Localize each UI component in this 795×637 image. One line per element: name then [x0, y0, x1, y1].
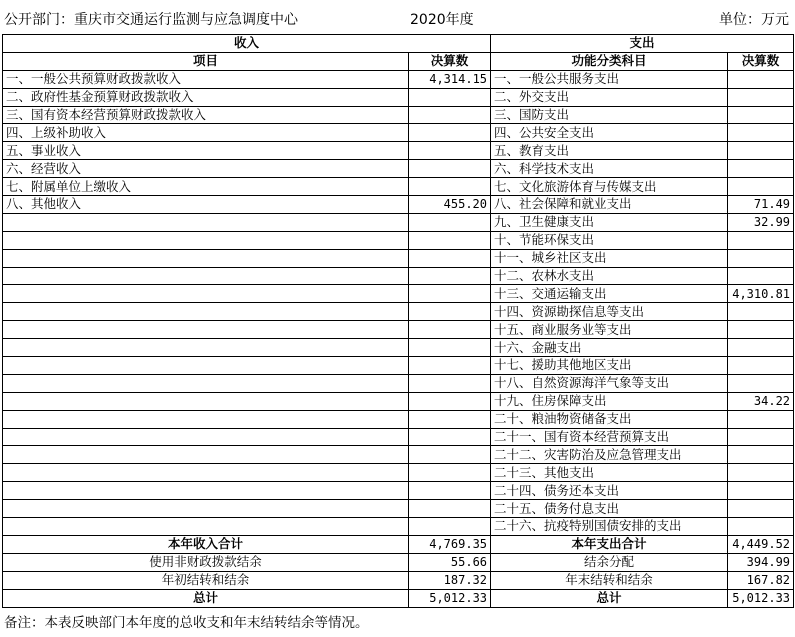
expense-amount: [728, 303, 794, 321]
expense-amount: 34.22: [728, 392, 794, 410]
expense-amount: [728, 160, 794, 178]
expense-amount: [728, 500, 794, 518]
column-header-row: [3, 52, 794, 70]
expense-amount: [728, 518, 794, 536]
summary-expense-amount: 394.99: [728, 553, 794, 571]
expense-item: 十一、城乡社区支出: [491, 249, 728, 267]
summary-expense-label: 总计: [491, 589, 728, 607]
expense-item: 三、国防支出: [491, 106, 728, 124]
income-item: 七、附属单位上缴收入: [3, 178, 409, 196]
income-item: [3, 446, 409, 464]
income-item: [3, 249, 409, 267]
summary-row: [3, 535, 794, 553]
table-row: [3, 178, 794, 196]
income-amount: [409, 88, 491, 106]
unit-label: 单位：万元: [719, 12, 789, 28]
summary-row: [3, 571, 794, 589]
income-amount: 4,314.15: [409, 70, 491, 88]
expense-item: 二十二、灾害防治及应急管理支出: [491, 446, 728, 464]
income-item: [3, 500, 409, 518]
expense-amount: [728, 446, 794, 464]
expense-item: 十九、住房保障支出: [491, 392, 728, 410]
summary-income-label: 总计: [3, 589, 409, 607]
income-item: [3, 464, 409, 482]
summary-expense-amount: 4,449.52: [728, 535, 794, 553]
income-amount: [409, 500, 491, 518]
income-item: [3, 428, 409, 446]
income-item: 五、事业收入: [3, 142, 409, 160]
expense-amount: [728, 124, 794, 142]
table-row: [3, 70, 794, 88]
table-row: [3, 482, 794, 500]
income-item: [3, 410, 409, 428]
income-amount: [409, 410, 491, 428]
income-amount: [409, 231, 491, 249]
expense-section-title: 支出: [491, 35, 794, 53]
col-header-amount-expense: 决算数: [728, 52, 794, 70]
income-amount: [409, 178, 491, 196]
table-row: [3, 500, 794, 518]
income-item: [3, 285, 409, 303]
table-row: [3, 106, 794, 124]
summary-income-label: 本年收入合计: [3, 535, 409, 553]
income-item: [3, 267, 409, 285]
income-amount: [409, 124, 491, 142]
expense-amount: [728, 374, 794, 392]
income-item: [3, 374, 409, 392]
expense-amount: [728, 339, 794, 357]
expense-item: 十六、金融支出: [491, 339, 728, 357]
expense-amount: [728, 321, 794, 339]
income-item: 二、政府性基金预算财政拨款收入: [3, 88, 409, 106]
table-row: [3, 357, 794, 375]
table-row: [3, 410, 794, 428]
table-row: [3, 518, 794, 536]
expense-amount: [728, 464, 794, 482]
income-item: [3, 518, 409, 536]
income-section-title: 收入: [3, 35, 491, 53]
table-row: [3, 124, 794, 142]
expense-item: 二、外交支出: [491, 88, 728, 106]
income-amount: [409, 160, 491, 178]
table-row: [3, 196, 794, 214]
income-amount: [409, 374, 491, 392]
income-amount: [409, 446, 491, 464]
expense-amount: 4,310.81: [728, 285, 794, 303]
expense-amount: [728, 249, 794, 267]
footnote: 备注：本表反映部门本年度的总收支和年末结转结余等情况。: [4, 615, 369, 631]
income-item: 四、上级补助收入: [3, 124, 409, 142]
income-amount: [409, 428, 491, 446]
income-amount: [409, 464, 491, 482]
table-row: [3, 267, 794, 285]
table-row: [3, 213, 794, 231]
summary-row: [3, 589, 794, 607]
income-amount: [409, 249, 491, 267]
table-row: [3, 160, 794, 178]
expense-item: 十四、资源勘探信息等支出: [491, 303, 728, 321]
income-item: [3, 303, 409, 321]
income-amount: [409, 285, 491, 303]
summary-expense-label: 本年支出合计: [491, 535, 728, 553]
expense-amount: [728, 428, 794, 446]
expense-item: 四、公共安全支出: [491, 124, 728, 142]
table-row: [3, 392, 794, 410]
income-amount: [409, 518, 491, 536]
col-header-item: 项目: [3, 52, 409, 70]
income-amount: [409, 303, 491, 321]
expense-item: 二十六、抗疫特别国债安排的支出: [491, 518, 728, 536]
income-amount: [409, 321, 491, 339]
expense-item: 十二、农林水支出: [491, 267, 728, 285]
income-amount: [409, 213, 491, 231]
expense-amount: [728, 231, 794, 249]
col-header-amount: 决算数: [409, 52, 491, 70]
income-amount: [409, 482, 491, 500]
expense-item: 十七、援助其他地区支出: [491, 357, 728, 375]
summary-row: [3, 553, 794, 571]
summary-expense-label: 结余分配: [491, 553, 728, 571]
expense-item: 二十四、债务还本支出: [491, 482, 728, 500]
income-item: 八、其他收入: [3, 196, 409, 214]
income-item: [3, 482, 409, 500]
expense-amount: [728, 410, 794, 428]
table-row: [3, 339, 794, 357]
income-amount: [409, 339, 491, 357]
income-item: 一、一般公共预算财政拨款收入: [3, 70, 409, 88]
income-item: 六、经营收入: [3, 160, 409, 178]
expense-item: 十五、商业服务业等支出: [491, 321, 728, 339]
expense-item: 十三、交通运输支出: [491, 285, 728, 303]
summary-expense-label: 年末结转和结余: [491, 571, 728, 589]
table-row: [3, 285, 794, 303]
income-amount: [409, 392, 491, 410]
table-row: [3, 88, 794, 106]
summary-income-label: 使用非财政拨款结余: [3, 553, 409, 571]
income-item: [3, 357, 409, 375]
income-item: [3, 339, 409, 357]
expense-amount: [728, 88, 794, 106]
table-row: [3, 428, 794, 446]
expense-item: 十、节能环保支出: [491, 231, 728, 249]
year-label: 2020年度: [410, 12, 474, 28]
summary-income-amount: 55.66: [409, 553, 491, 571]
summary-income-amount: 4,769.35: [409, 535, 491, 553]
expense-item: 五、教育支出: [491, 142, 728, 160]
summary-income-amount: 5,012.33: [409, 589, 491, 607]
expense-item: 七、文化旅游体育与传媒支出: [491, 178, 728, 196]
table-row: [3, 464, 794, 482]
summary-expense-amount: 167.82: [728, 571, 794, 589]
table-row: [3, 249, 794, 267]
expense-amount: [728, 106, 794, 124]
expense-item: 二十三、其他支出: [491, 464, 728, 482]
summary-income-label: 年初结转和结余: [3, 571, 409, 589]
expense-amount: [728, 357, 794, 375]
table-row: [3, 374, 794, 392]
section-header-row: [3, 35, 794, 53]
expense-amount: [728, 267, 794, 285]
table-row: [3, 142, 794, 160]
income-amount: [409, 267, 491, 285]
income-amount: [409, 357, 491, 375]
expense-amount: [728, 178, 794, 196]
income-item: [3, 321, 409, 339]
income-amount: [409, 106, 491, 124]
income-item: 三、国有资本经营预算财政拨款收入: [3, 106, 409, 124]
expense-item: 一、一般公共服务支出: [491, 70, 728, 88]
col-header-function: 功能分类科目: [491, 52, 728, 70]
summary-income-amount: 187.32: [409, 571, 491, 589]
income-item: [3, 231, 409, 249]
income-amount: 455.20: [409, 196, 491, 214]
expense-item: 九、卫生健康支出: [491, 213, 728, 231]
department-label: 公开部门：重庆市交通运行监测与应急调度中心: [4, 12, 298, 28]
income-amount: [409, 142, 491, 160]
expense-item: 八、社会保障和就业支出: [491, 196, 728, 214]
table-row: [3, 321, 794, 339]
expense-item: 十八、自然资源海洋气象等支出: [491, 374, 728, 392]
income-item: [3, 392, 409, 410]
table-row: [3, 446, 794, 464]
table-row: [3, 303, 794, 321]
expense-item: 二十、粮油物资储备支出: [491, 410, 728, 428]
expense-amount: [728, 70, 794, 88]
expense-amount: [728, 142, 794, 160]
expense-item: 二十一、国有资本经营预算支出: [491, 428, 728, 446]
expense-amount: [728, 482, 794, 500]
table-row: [3, 231, 794, 249]
expense-item: 二十五、债务付息支出: [491, 500, 728, 518]
expense-amount: 71.49: [728, 196, 794, 214]
income-expense-table: [2, 34, 794, 608]
summary-expense-amount: 5,012.33: [728, 589, 794, 607]
expense-item: 六、科学技术支出: [491, 160, 728, 178]
expense-amount: 32.99: [728, 213, 794, 231]
income-item: [3, 213, 409, 231]
report-header: [0, 0, 795, 34]
